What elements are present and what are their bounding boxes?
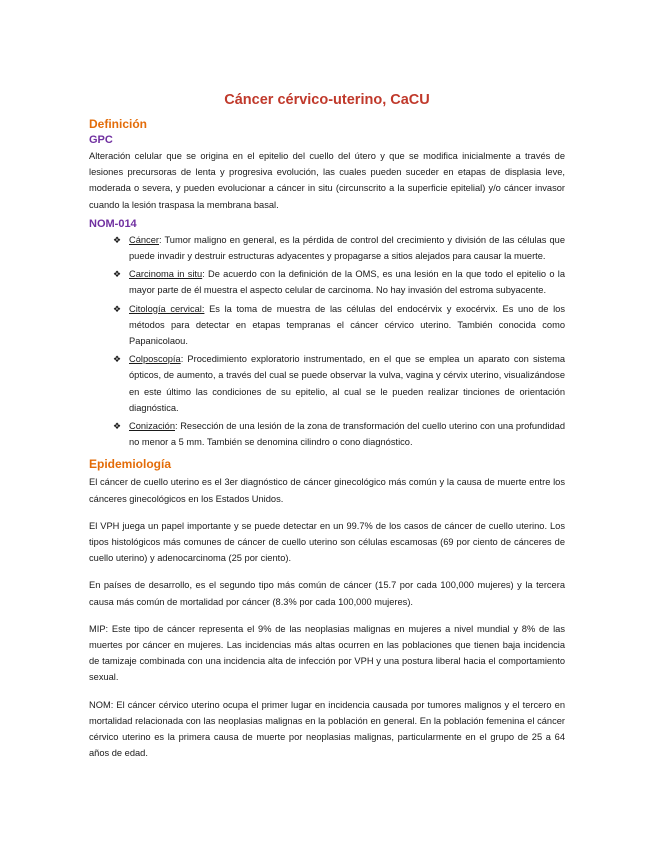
epidemiologia-heading: Epidemiología xyxy=(89,457,172,472)
term-definition: : Resección de una lesión de la zona de transformación del cuello uterino con una profundidad no menor a 5 mm. También se denomina cilindro o cono diagnóstico. xyxy=(129,421,565,448)
term: Conización xyxy=(129,421,175,432)
list-item xyxy=(89,351,565,416)
term: Carcinoma in situ xyxy=(129,269,203,280)
epidemiology-paragraph: El cáncer de cuello uterino es el 3er diagnóstico de cáncer ginecológico más común y la causa de muerte entre los cánceres ginecológicos en los Estados Unidos. xyxy=(89,477,565,504)
list-item xyxy=(89,418,565,450)
epidemiology-paragraph: MIP: Este tipo de cáncer representa el 9% de las neoplasias malignas en mujeres a nivel mundial y 8% de las muertes por cáncer en mujeres. Las incidencias más altas ocurren en las poblaciones que tienen baja incidencia de tamizaje combinada con una incidencia alta de infección por VPH y una postura liberal hacia el comportamiento sexual. xyxy=(89,623,565,683)
page-title: Cáncer cérvico-uterino, CaCU xyxy=(224,92,430,108)
term-definition: : Procedimiento exploratorio instrumentado, en el que se emplea un aparato con sistema ópticos, de aumento, a través del cual se puede observar la vulva, vagina y cérvix uterino, visualizándose en este último las condiciones de su epitelio, al cual se le pueden realizar tinciones de orientación diagnóstica. xyxy=(129,354,565,413)
term: Cáncer xyxy=(129,234,159,245)
nom-heading: NOM-014 xyxy=(89,217,137,230)
list-item xyxy=(89,232,565,264)
diamond-bullet-icon: ❖ xyxy=(113,421,122,432)
nom-definitions-list xyxy=(89,232,565,451)
list-item xyxy=(89,266,565,298)
diamond-bullet-icon: ❖ xyxy=(113,269,122,280)
epidemiology-paragraph: NOM: El cáncer cérvico uterino ocupa el primer lugar en incidencia causada por tumores malignos y el tercero en mortalidad relacionada con las neoplasias malignas en la población en general. En la población femenina el cáncer cérvico uterino es la primera causa de muerte por neoplasias malignas, particularmente en el grupo de 25 a 64 años de edad. xyxy=(89,699,565,759)
diamond-bullet-icon: ❖ xyxy=(113,303,122,314)
diamond-bullet-icon: ❖ xyxy=(113,234,122,245)
term-definition: : Tumor maligno en general, es la pérdida de control del crecimiento y división de las células que puede invadir y destruir estructuras adyacentes y propagarse a sitios alejados para causar la muerte. xyxy=(129,234,565,262)
list-item xyxy=(89,301,565,350)
term-definition: : De acuerdo con la definición de la OMS, es una lesión en la que todo el epitelio o la mayor parte de él muestra el aspecto celular de carcinoma. No hay invasión del estroma subyacente. xyxy=(129,269,565,296)
epidemiology-paragraph: El VPH juega un papel importante y se puede detectar en un 99.7% de los casos de cáncer de cuello uterino. Los tipos histológicos más comunes de cáncer de cuello uterino son células escamosas (69 por ciento de cánceres de cuello uterino) y adenocarcinoma (25 por ciento). xyxy=(89,520,565,564)
diamond-bullet-icon: ❖ xyxy=(113,354,122,365)
document-content xyxy=(89,92,565,773)
gpc-heading: GPC xyxy=(89,134,113,146)
epidemiology-paragraph: En países de desarrollo, es el segundo tipo más común de cáncer (15.7 por cada 100,000 mujeres) y la tercera causa más común de mortalidad por cáncer (8.3% por cada 100,000 mujeres). xyxy=(89,580,565,607)
term: Colposcopía xyxy=(129,354,181,365)
definicion-heading: Definición xyxy=(89,117,148,131)
term: Citología cervical: xyxy=(129,303,205,314)
term-definition: Es la toma de muestra de las células del endocérvix y exocérvix. Es uno de los métodos para detectar en etapas tempranas el cáncer cérvico uterino. También conocida como Papanicolaou. xyxy=(129,303,565,347)
gpc-definition: Alteración celular que se origina en el epitelio del cuello del útero y que se modifica inicialmente a través de lesiones precursoras de lenta y progresiva evolución, las cuales pueden suceder en etapas de displasia leve, moderada o severa, y pueden evolucionar a cáncer in situ (circunscrito a la superficie epitelial) y/o cáncer invasor cuando la lesión traspasa la membrana basal. xyxy=(89,151,565,210)
